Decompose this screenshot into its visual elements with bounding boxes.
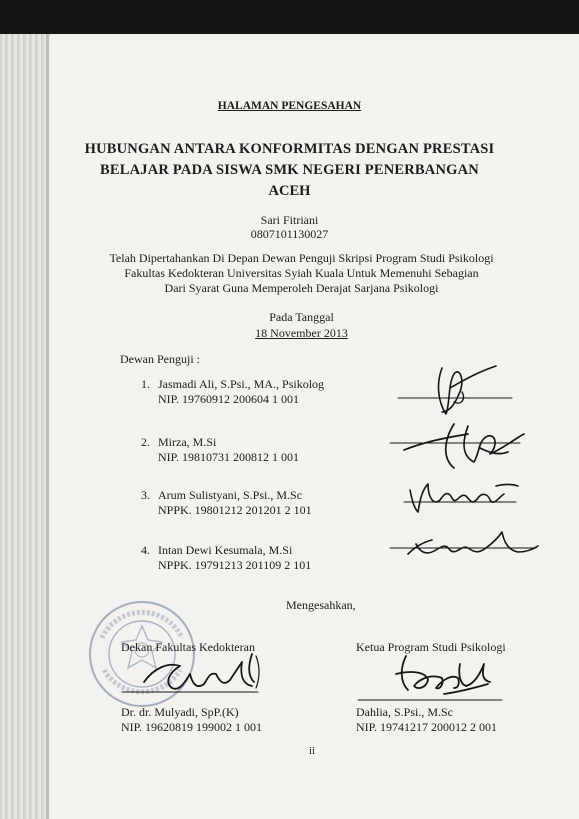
statement-line-3: Dari Syarat Guna Memperoleh Derajat Sarjana Psikologi (164, 281, 439, 295)
examiner-1-number: 1. (141, 377, 150, 391)
author-student-number: 0807101130027 (250, 227, 329, 241)
dean-signature (120, 652, 270, 704)
dean-name: Dr. dr. Mulyadi, SpP.(K) (121, 705, 239, 719)
examiners-label: Dewan Penguji : (120, 352, 200, 366)
head-name: Dahlia, S.Psi., M.Sc (356, 705, 454, 719)
dean-role: Dekan Fakultas Kedokteran (121, 640, 255, 654)
examiner-2-signature (384, 416, 530, 478)
statement-line-1: Telah Dipertahankan Di Depan Dewan Penguji Skripsi Program Studi Psikologi (109, 251, 494, 265)
examiner-4-signature (386, 524, 542, 574)
dean-id: NIP. 19620819 199002 1 001 (121, 720, 263, 734)
head-signature (356, 650, 506, 706)
approval-heading: HALAMAN PENGESAHAN (217, 100, 362, 112)
head-id: NIP. 19741217 200012 2 001 (356, 720, 498, 734)
examiner-2-name: Mirza, M.Si (158, 435, 217, 449)
thesis-title-line-1: HUBUNGAN ANTARA KONFORMITAS DENGAN PRESTASI (84, 141, 495, 157)
statement-line-2: Fakultas Kedokteran Universitas Syiah Kuala Untuk Memenuhi Sebagian (124, 266, 479, 280)
author-name: Sari Fitriani (260, 213, 319, 227)
examiner-3-signature (398, 476, 528, 520)
examiner-1-signature (392, 362, 522, 422)
examiner-3-name: Arum Sulistyani, S.Psi., M.Sc (158, 488, 303, 502)
examiner-1-name: Jasmadi Ali, S.Psi., MA., Psikolog (158, 377, 325, 391)
head-role: Ketua Program Studi Psikologi (356, 640, 506, 654)
examiner-4-id: NPPK. 19791213 201109 2 101 (158, 558, 312, 572)
examiner-2-id: NIP. 19810731 200812 1 001 (158, 450, 300, 464)
examiner-4-number: 4. (141, 543, 150, 557)
examiner-1-id: NIP. 19760912 200604 1 001 (158, 392, 300, 406)
defense-date: 18 November 2013 (255, 326, 348, 340)
thesis-title-line-2: BELAJAR PADA SISWA SMK NEGERI PENERBANGAN (100, 162, 479, 178)
approval-label: Mengesahkan, (286, 598, 356, 612)
examiner-3-number: 3. (141, 488, 150, 502)
examiner-4-name: Intan Dewi Kesumala, M.Si (158, 543, 293, 557)
examiner-2-number: 2. (141, 435, 150, 449)
date-label: Pada Tanggal (269, 310, 334, 324)
thesis-title-line-3: ACEH (268, 183, 311, 199)
examiner-3-id: NPPK. 19801212 201201 2 101 (158, 503, 312, 517)
page-number: ii (309, 745, 316, 757)
